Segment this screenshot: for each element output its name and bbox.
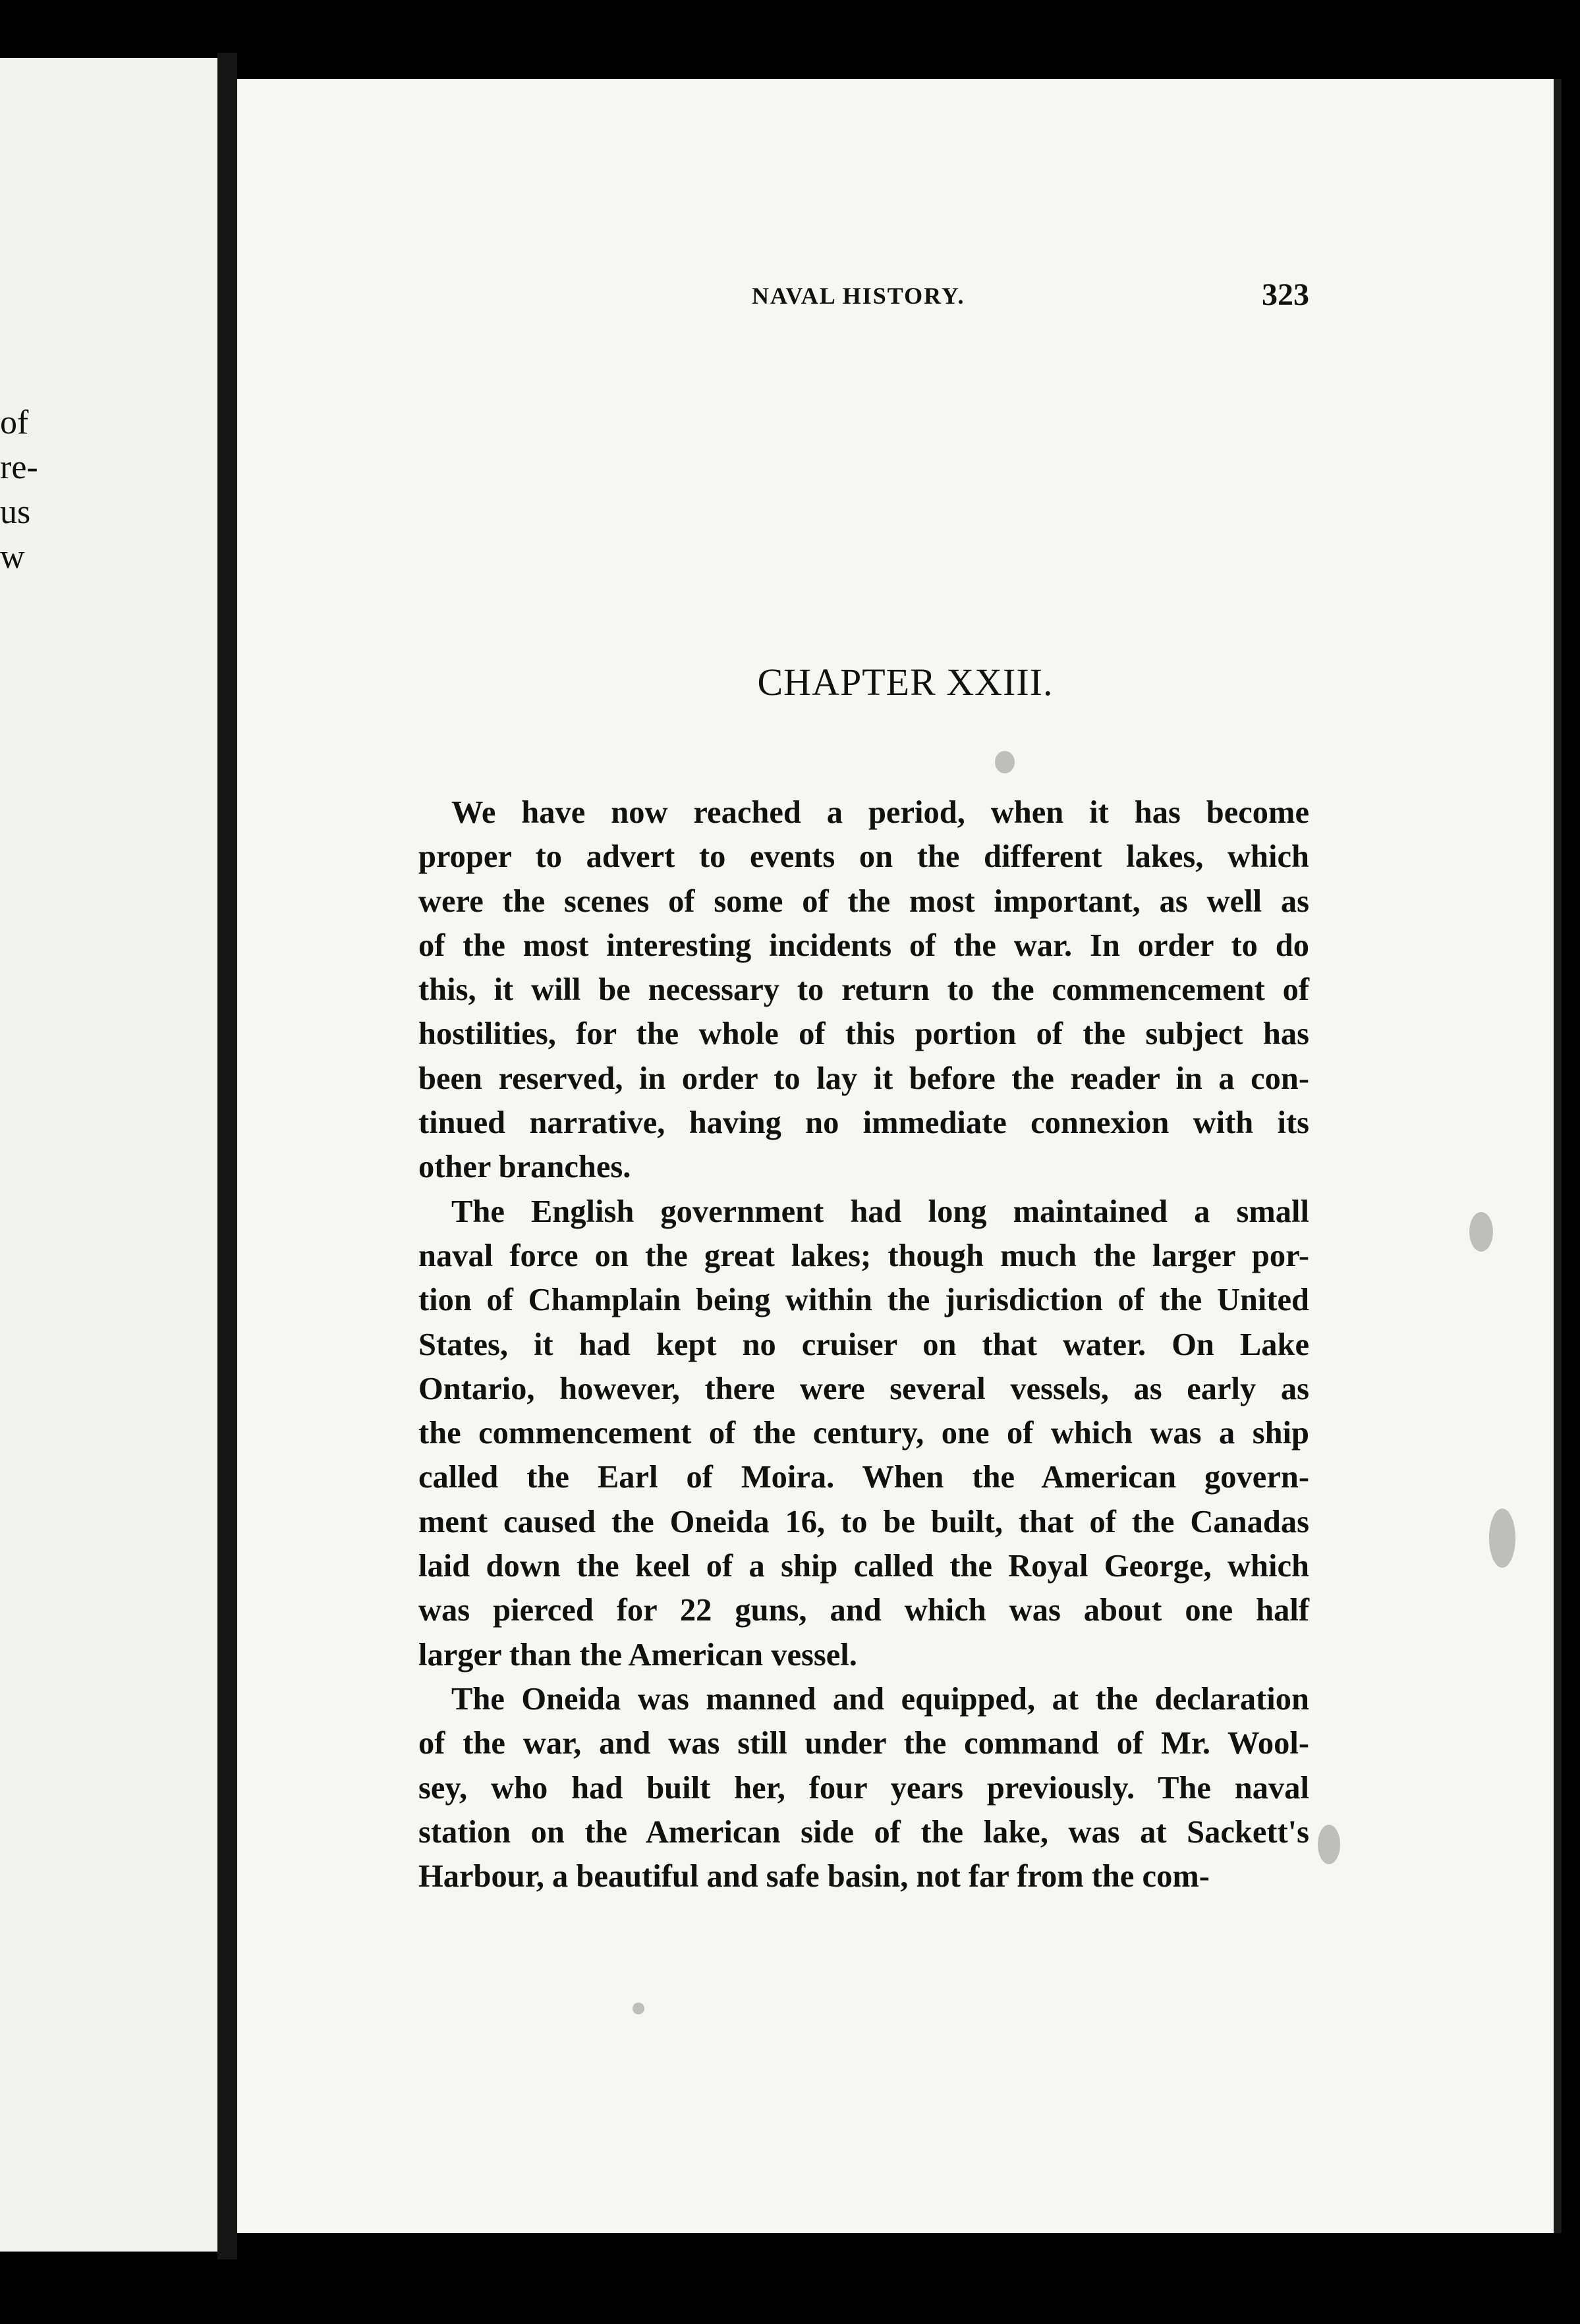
text-line: of the war, and was still under the command of Mr. Wool- xyxy=(418,1726,1309,1761)
text-line: of the most interesting incidents of the war. In order to do xyxy=(418,927,1309,963)
chapter-title: CHAPTER XXIII. xyxy=(757,661,1054,704)
book-page xyxy=(237,79,1562,2233)
text-line: The English government had long maintained a small xyxy=(451,1194,1309,1229)
left-facing-page xyxy=(0,58,217,2252)
paper-speck xyxy=(1469,1212,1493,1252)
text-line: been reserved, in order to lay it before the reader in a con- xyxy=(418,1061,1309,1096)
text-line: sey, who had built her, four years previously. The naval xyxy=(418,1770,1309,1806)
text-line: were the scenes of some of the most important, as well as xyxy=(418,883,1309,919)
text-line: was pierced for 22 guns, and which was about one half xyxy=(418,1593,1309,1628)
text-line: station on the American side of the lake, was at Sackett's xyxy=(418,1814,1309,1850)
text-line: hostilities, for the whole of this portion of the subject has xyxy=(418,1016,1309,1052)
paper-speck xyxy=(1489,1508,1515,1568)
text-line: this, it will be necessary to return to the commencement of xyxy=(418,972,1309,1008)
text-line: We have now reached a period, when it has become xyxy=(451,795,1309,830)
paper-speck xyxy=(995,751,1015,773)
page-number: 323 xyxy=(1262,277,1309,312)
text-line: ment caused the Oneida 16, to be built, that of the Canadas xyxy=(418,1504,1309,1539)
left-fragment: us xyxy=(0,493,31,531)
text-line: the commencement of the century, one of which was a ship xyxy=(418,1416,1309,1451)
book-gutter xyxy=(217,53,237,2259)
text-line: other branches. xyxy=(418,1149,631,1185)
paper-speck xyxy=(1318,1825,1340,1864)
running-head xyxy=(237,277,1554,321)
text-line: called the Earl of Moira. When the American govern- xyxy=(418,1460,1309,1495)
running-title: NAVAL HISTORY. xyxy=(752,283,965,309)
text-line: tinued narrative, having no immediate connexion with its xyxy=(418,1105,1309,1141)
text-line: larger than the American vessel. xyxy=(418,1637,857,1673)
body-text xyxy=(418,790,1309,1898)
left-fragment: re- xyxy=(0,449,38,486)
paper-speck xyxy=(633,2003,644,2014)
left-fragment: of xyxy=(0,404,29,441)
text-line: Harbour, a beautiful and safe basin, not far from the com- xyxy=(418,1859,1210,1895)
text-line: laid down the keel of a ship called the Royal George, which xyxy=(418,1549,1309,1584)
text-line: Ontario, however, there were several vessels, as early as xyxy=(418,1371,1309,1406)
left-fragment: w xyxy=(0,538,25,576)
text-line: tion of Champlain being within the jurisdiction of the United xyxy=(418,1283,1309,1318)
left-page-fragments xyxy=(0,401,38,580)
text-line: naval force on the great lakes; though much the larger por- xyxy=(418,1238,1309,1273)
text-line: proper to advert to events on the different lakes, which xyxy=(418,839,1309,875)
text-line: States, it had kept no cruiser on that water. On Lake xyxy=(418,1327,1309,1362)
text-line: The Oneida was manned and equipped, at the declaration xyxy=(451,1681,1309,1717)
